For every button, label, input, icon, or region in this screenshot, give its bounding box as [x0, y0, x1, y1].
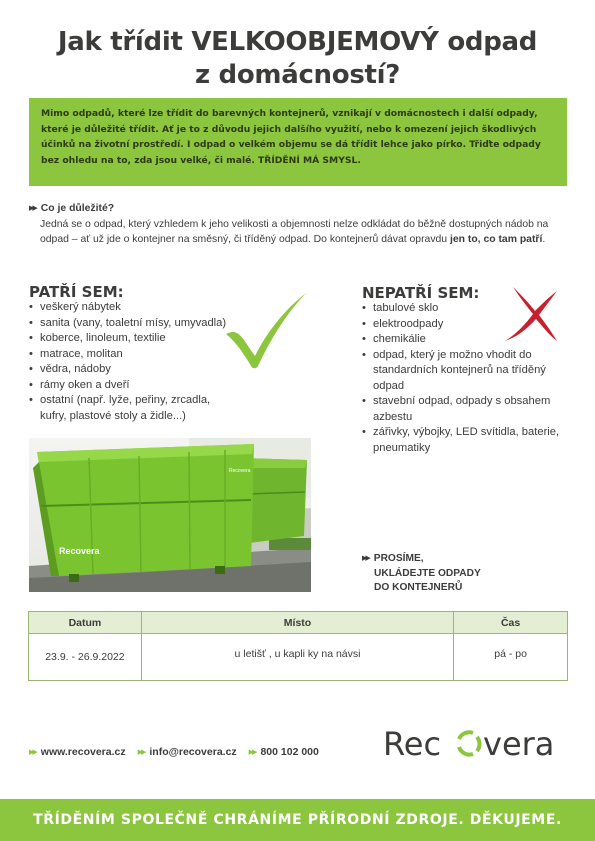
checkmark-icon	[224, 290, 308, 370]
header-time: Čas	[454, 612, 568, 634]
please-notice	[362, 552, 481, 596]
table-row	[29, 634, 568, 681]
important-heading-row	[29, 201, 567, 217]
important-section	[29, 201, 567, 248]
double-arrow-icon: ▶▶	[29, 749, 36, 756]
belongs-heading: PATŘÍ SEM:	[29, 283, 124, 301]
intro-box	[29, 98, 567, 186]
important-emphasis: jen to, co tam patří	[449, 234, 543, 245]
email-link[interactable]: info@recovera.cz	[149, 746, 237, 758]
belongs-list	[29, 300, 239, 424]
important-text: Jedná se o odpad, který vzhledem k jeho velikosti a objemnosti nelze odkládat do běžně dostupných nádob na odpad – ať už jde o kontejner na směsný, či tříděný odpad. Do kontejnerů dávat opravdu	[40, 218, 549, 245]
list-item: • ostatní (např. lyže, peřiny, zrcadla, kufry, plastové stoly a židle...)	[29, 393, 239, 424]
please-line-2: UKLÁDEJTE ODPADY	[374, 567, 481, 579]
footer-banner	[0, 799, 595, 841]
please-line-3: DO KONTEJNERŮ	[374, 582, 463, 593]
list-item: • rámy oken a dveří	[29, 378, 239, 394]
web-link[interactable]: www.recovera.cz	[40, 746, 126, 758]
container-photo	[29, 438, 311, 592]
double-arrow-icon: ▶▶	[137, 749, 145, 756]
list-item: • koberce, linoleum, textilie	[29, 331, 239, 347]
not-belongs-heading: NEPATŘÍ SEM:	[362, 284, 480, 302]
contacts-bar	[29, 746, 331, 758]
cross-icon	[503, 285, 559, 343]
important-end: .	[542, 234, 546, 245]
important-body	[29, 217, 567, 248]
list-item: • sanita (vany, toaletní mísy, umyvadla)	[29, 316, 239, 332]
contact-phone[interactable]	[249, 746, 319, 758]
list-item: • vědra, nádoby	[29, 362, 239, 378]
contact-web[interactable]	[29, 746, 126, 758]
container-brand-label-small: Recovera	[229, 468, 251, 474]
cell-date: 23.9. - 26.9.2022	[29, 634, 142, 681]
schedule-table	[28, 611, 568, 681]
double-arrow-icon: ▶▶	[248, 749, 256, 756]
list-item: • zářivky, výbojky, LED svítidla, baterie, pneumatiky	[362, 425, 562, 456]
recovera-logo	[383, 722, 568, 764]
cell-time: pá - po	[454, 634, 568, 681]
list-item: • tabulové sklo	[362, 301, 562, 317]
title-line-2: z domácností?	[194, 60, 401, 90]
please-row	[362, 552, 481, 567]
phone-number[interactable]: 800 102 000	[260, 746, 319, 758]
double-arrow-icon: ▶▶	[362, 555, 369, 562]
list-item: • matrace, molitan	[29, 347, 239, 363]
list-item: • chemikálie	[362, 332, 562, 348]
list-item: • odpad, který je možno vhodit do standardních kontejnerů na tříděný odpad	[362, 348, 562, 395]
list-item: • veškerý nábytek	[29, 300, 239, 316]
list-item: • elektroodpady	[362, 317, 562, 333]
logo-text-left: Rec	[383, 725, 442, 763]
title-line-1: Jak třídit VELKOOBJEMOVÝ odpad	[57, 27, 538, 57]
contact-email[interactable]	[138, 746, 237, 758]
important-heading: Co je důležité?	[40, 203, 115, 214]
intro-text: Mimo odpadů, které lze třídit do barevných kontejnerů, vznikají v domácnostech i další odpady, které je důležité třídit. Ať je to z důvodu jejich dalšího využití, nebo k omezení jejich škodlivých účinků na životní prostředí. I odpad o velkém objemu se dá třídit lehce jako pírko. Třiďte odpady bez ohledu na to, zda jsou velké, či malé. TŘÍDĚNÍ MÁ SMYSL.	[41, 108, 541, 166]
footer-text: TŘÍDĚNÍM SPOLEČNĚ CHRÁNÍME PŘÍRODNÍ ZDROJE. DĚKUJEME.	[33, 812, 562, 828]
container-brand-label: Recovera	[59, 546, 100, 556]
header-date: Datum	[29, 612, 142, 634]
recycle-icon	[459, 732, 480, 754]
list-item: • stavební odpad, odpady s obsahem azbestu	[362, 394, 562, 425]
page-title	[0, 26, 595, 92]
cell-place: u letišť , u kapli ky na návsi	[141, 634, 453, 681]
double-arrow-icon: ▶▶	[29, 205, 36, 212]
header-place: Místo	[141, 612, 453, 634]
table-header-row	[29, 612, 568, 634]
logo-text-right: vera	[483, 725, 555, 763]
please-line-1: PROSÍME,	[373, 553, 424, 564]
